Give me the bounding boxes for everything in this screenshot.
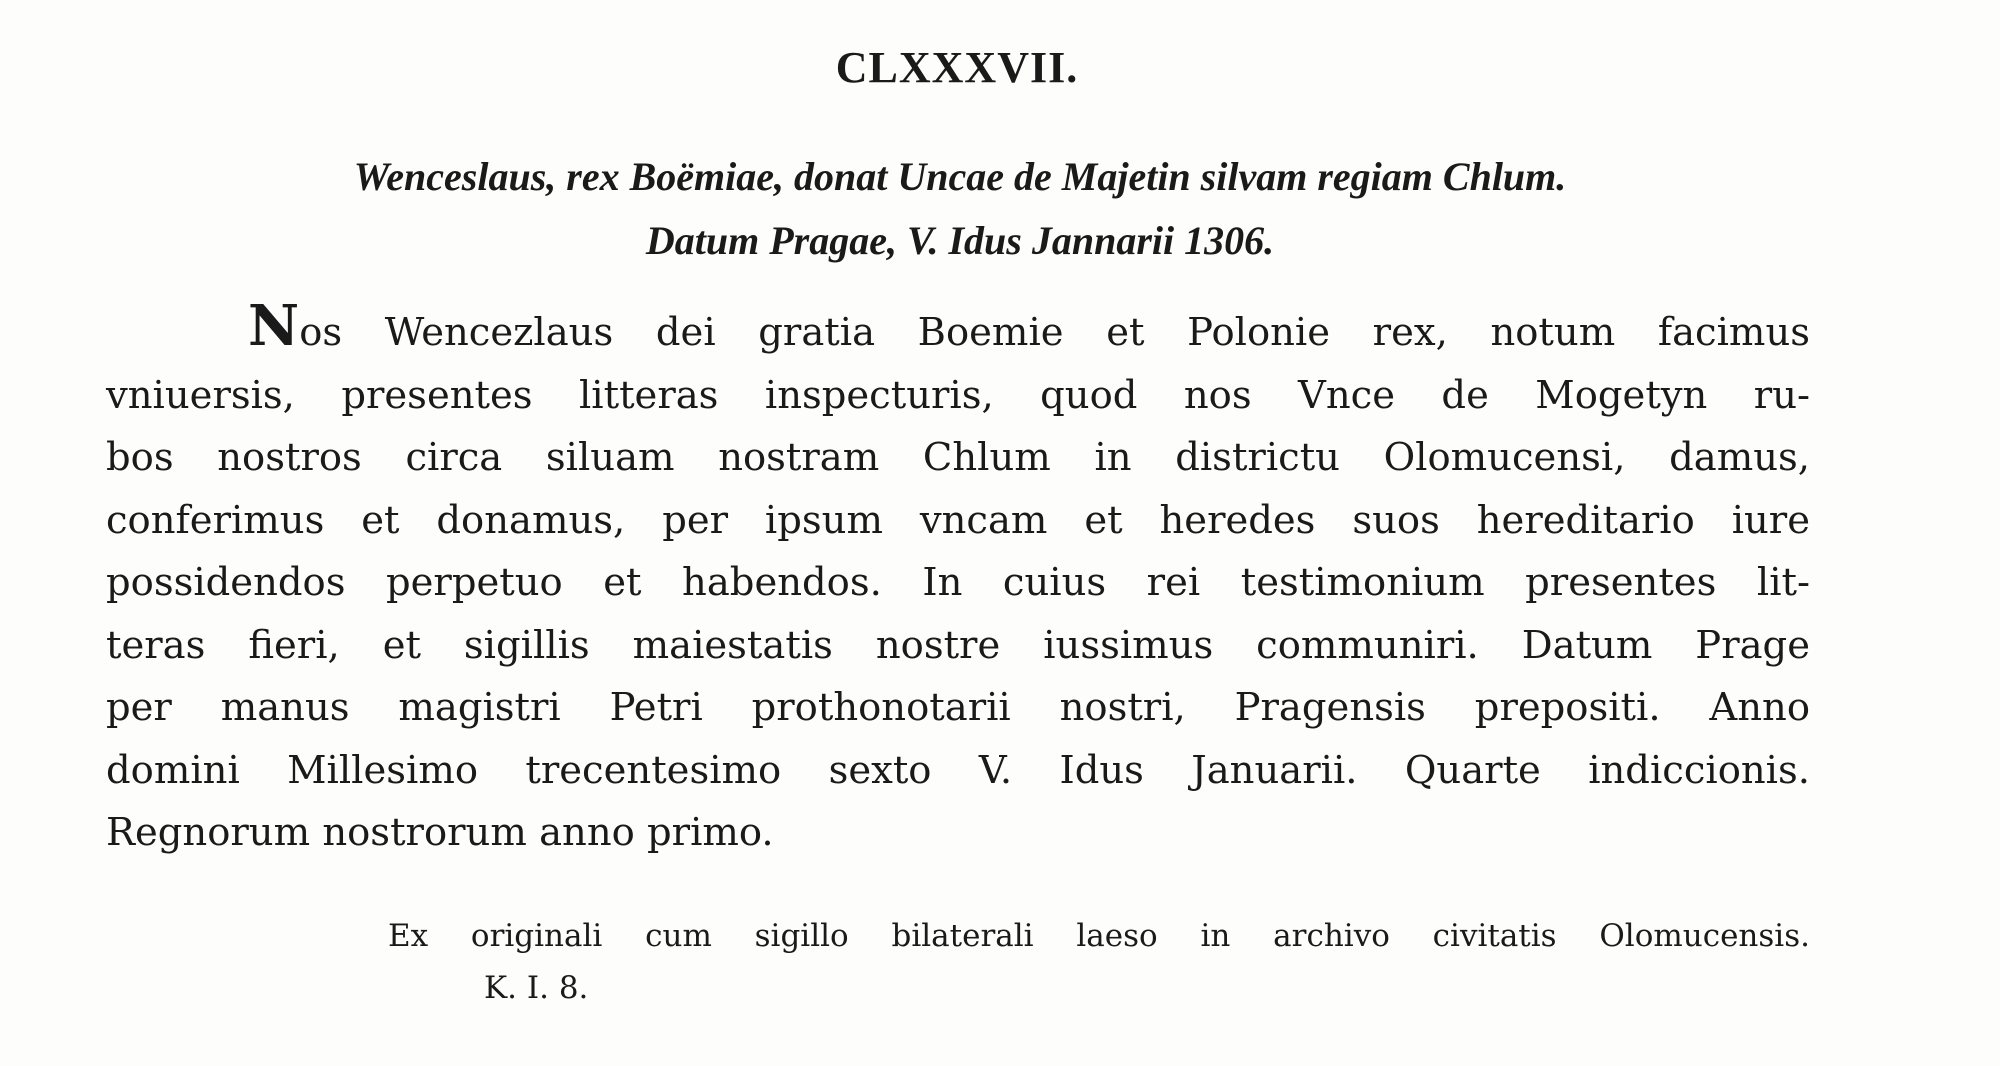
body-line: Regnorum nostrorum anno primo.	[106, 810, 774, 855]
body-line	[106, 293, 1810, 365]
source-note	[388, 910, 1810, 1014]
body-line: bos nostros circa siluam nostram Chlum in districtu Olomucensi, damus,	[106, 435, 1810, 480]
summary-line: Wenceslaus, rex Boëmiae, donat Uncae de Majetin silvam regiam Chlum.	[353, 154, 1567, 199]
body-line: vniuersis, presentes litteras inspecturis, quod nos Vnce de Mogetyn ru-	[106, 372, 1810, 418]
document-number: CLXXXVII.	[835, 43, 1079, 92]
body-line: conferimus et donamus, per ipsum vncam et heredes suos hereditario iure	[106, 497, 1810, 543]
summary-line: Datum Pragae, V. Idus Jannarii 1306.	[645, 218, 1275, 263]
body-line-text: os Wencezlaus dei gratia Boemie et Polonie rex, notum facimus	[299, 310, 1810, 355]
body-line: possidendos perpetuo et habendos. In cuius rei testimonium presentes lit-	[106, 560, 1810, 605]
document-summary	[110, 145, 1810, 273]
body-line: per manus magistri Petri prothonotarii nostri, Pragensis prepositi. Anno	[106, 685, 1810, 730]
source-line: Ex originali cum sigillo bilaterali laeso in archivo civitatis Olomucensis.	[388, 918, 1810, 954]
body-line: teras fieri, et sigillis maiestatis nostre iussimus communiri. Datum Prage	[106, 622, 1810, 668]
dropcap: N	[248, 293, 300, 359]
body-line: domini Millesimo trecentesimo sexto V. Idus Januarii. Quarte indiccionis.	[106, 747, 1810, 793]
charter-text	[106, 293, 1810, 865]
archive-reference: K. I. 8.	[484, 970, 589, 1006]
